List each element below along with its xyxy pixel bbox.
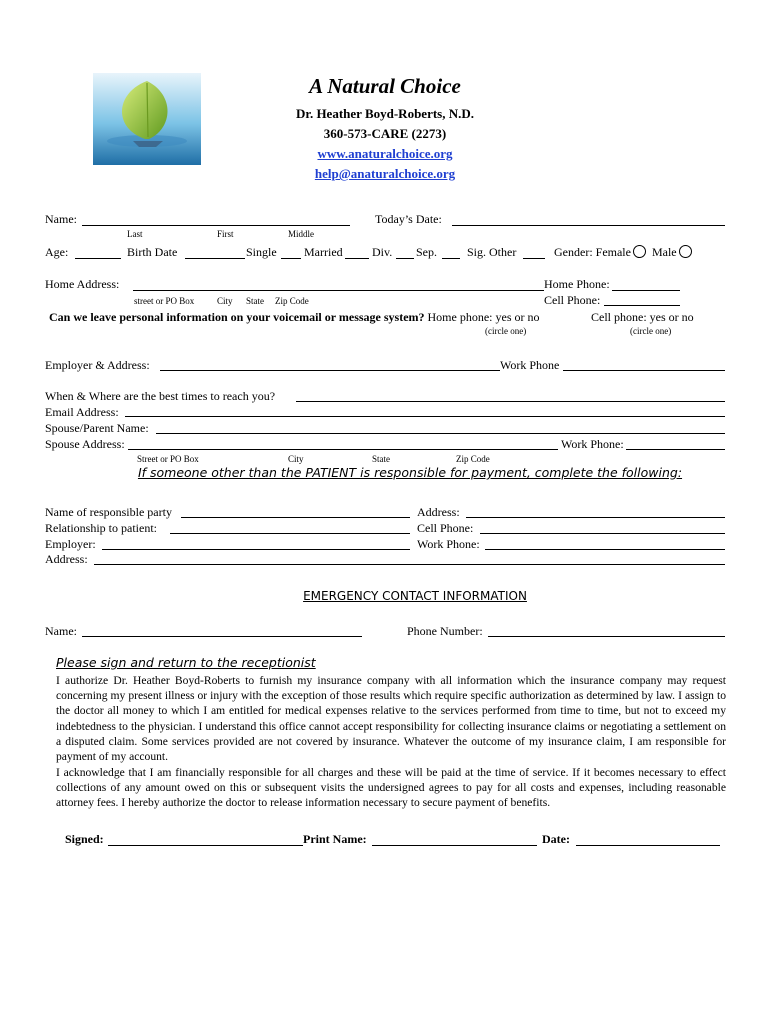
home-phone-yes-no[interactable]: Home phone: yes or no	[427, 310, 540, 324]
best-times-label: When & Where are the best times to reach you?	[45, 389, 276, 403]
circle-one-caption: (circle one)	[630, 326, 672, 336]
responsible-employer-field[interactable]	[102, 549, 410, 550]
cell-phone-field[interactable]	[604, 305, 680, 306]
home-address-label: Home Address:	[45, 277, 120, 291]
state-caption: State	[372, 454, 390, 464]
birth-date-field[interactable]	[185, 258, 245, 259]
spouse-address-field[interactable]	[128, 449, 558, 450]
responsible-work-phone-label: Work Phone:	[417, 537, 480, 551]
print-name-label: Print Name:	[303, 832, 367, 846]
spouse-work-phone-label: Work Phone:	[561, 437, 624, 451]
authorization-paragraph: I authorize Dr. Heather Boyd-Roberts to furnish my insurance company with all information which the insurance company may request concerning my present illness or injury with the exception of those results which require specific authorization as determined by law. I assign to the doctor all money to which I am entitled for medical expenses relative to the services performed from time to time, but not to exceed my indebtedness to the physician. I understand this office cannot accept responsibility for collecting insurance claims or negotiating a settlement on a disputed claim. Some services provided are not covered by insurance. Whatever the outcome of my insurance claim, I am responsible for payment of my account.	[56, 674, 726, 764]
emergency-name-field[interactable]	[82, 636, 362, 637]
home-phone-field[interactable]	[612, 290, 680, 291]
emergency-phone-field[interactable]	[488, 636, 725, 637]
street-caption: street or PO Box	[134, 296, 195, 306]
emergency-name-label: Name:	[45, 624, 77, 638]
name-label: Name:	[45, 212, 77, 226]
single-option[interactable]: Single	[246, 245, 277, 259]
practice-phone: 360-573-CARE (2273)	[323, 126, 447, 141]
responsible-address-label: Address:	[417, 505, 460, 519]
married-field[interactable]	[345, 258, 369, 259]
single-field[interactable]	[281, 258, 301, 259]
sep-field[interactable]	[442, 258, 460, 259]
spouse-address-label: Spouse Address:	[45, 437, 125, 451]
work-phone-field[interactable]	[563, 370, 725, 371]
authorization-heading: Please sign and return to the receptionist	[56, 655, 316, 670]
responsible-name-field[interactable]	[181, 517, 410, 518]
relationship-field[interactable]	[170, 533, 410, 534]
responsible-cell-field[interactable]	[480, 533, 725, 534]
age-label: Age:	[45, 245, 69, 259]
responsible-party-heading: If someone other than the PATIENT is responsible for payment, complete the following:	[137, 465, 683, 480]
div-field[interactable]	[396, 258, 414, 259]
emergency-heading: EMERGENCY CONTACT INFORMATION	[303, 589, 527, 603]
sig-other-field[interactable]	[523, 258, 545, 259]
responsible-name-label: Name of responsible party	[45, 505, 172, 519]
logo-icon	[93, 73, 201, 165]
best-times-field[interactable]	[296, 401, 725, 402]
email-link[interactable]: help@anaturalchoice.org	[314, 166, 456, 181]
responsible-employer-label: Employer:	[45, 537, 96, 551]
birth-date-label: Birth Date	[127, 245, 178, 259]
city-caption: City	[217, 296, 233, 306]
email-label: Email Address:	[45, 405, 119, 419]
cell-phone-label: Cell Phone:	[544, 293, 601, 307]
employer-label: Employer & Address:	[45, 358, 150, 372]
street-caption: Street or PO Box	[137, 454, 199, 464]
female-radio[interactable]	[633, 245, 646, 258]
work-phone-label: Work Phone	[500, 358, 560, 372]
home-phone-label: Home Phone:	[544, 277, 610, 291]
state-caption: State	[246, 296, 264, 306]
male-radio[interactable]	[679, 245, 692, 258]
spouse-name-field[interactable]	[156, 433, 725, 434]
signed-label: Signed:	[65, 832, 104, 846]
todays-date-field[interactable]	[452, 225, 725, 226]
signature-field[interactable]	[108, 845, 303, 846]
employer-field[interactable]	[160, 370, 500, 371]
todays-date-label: Today’s Date:	[375, 212, 442, 226]
responsible-work-phone-field[interactable]	[485, 549, 725, 550]
spouse-name-label: Spouse/Parent Name:	[45, 421, 149, 435]
married-option[interactable]: Married	[304, 245, 343, 259]
first-caption: First	[217, 229, 234, 239]
zip-caption: Zip Code	[456, 454, 490, 464]
age-field[interactable]	[75, 258, 121, 259]
acknowledgement-paragraph: I acknowledge that I am financially responsible for all charges and these will be paid at the time of service. If it becomes necessary to effect collections of any amount owed on this or subsequent visits the undersigned agrees to pay for all costs and expenses, including reasonable attorney fees. I hereby authorize the doctor to release information necessary to secure payment of benefits.	[56, 766, 726, 810]
employer-address-field[interactable]	[94, 564, 725, 565]
date-label: Date:	[542, 832, 570, 846]
print-name-field[interactable]	[372, 845, 537, 846]
date-field[interactable]	[576, 845, 720, 846]
relationship-label: Relationship to patient:	[45, 521, 157, 535]
middle-caption: Middle	[288, 229, 314, 239]
last-caption: Last	[127, 229, 143, 239]
gender-male-label: Male	[651, 245, 677, 259]
responsible-cell-label: Cell Phone:	[417, 521, 474, 535]
email-field[interactable]	[125, 416, 725, 417]
city-caption: City	[288, 454, 304, 464]
website-link[interactable]: www.anaturalchoice.org	[317, 146, 453, 161]
practice-name: A Natural Choice	[309, 74, 461, 98]
sig-other-option[interactable]: Sig. Other	[467, 245, 517, 259]
doctor-name: Dr. Heather Boyd-Roberts, N.D.	[295, 106, 474, 121]
sep-option[interactable]: Sep.	[416, 245, 437, 259]
div-option[interactable]: Div.	[372, 245, 393, 259]
spouse-work-phone-field[interactable]	[626, 449, 725, 450]
voicemail-question: Can we leave personal information on your voicemail or message system?	[49, 310, 425, 324]
cell-phone-yes-no[interactable]: Cell phone: yes or no	[591, 310, 694, 324]
name-field[interactable]	[82, 225, 350, 226]
gender-female-label: Gender: Female	[554, 245, 631, 259]
circle-one-caption: (circle one)	[485, 326, 527, 336]
emergency-phone-label: Phone Number:	[407, 624, 483, 638]
responsible-address-field[interactable]	[466, 517, 725, 518]
home-address-field[interactable]	[133, 290, 544, 291]
employer-address-label: Address:	[45, 552, 88, 566]
zip-caption: Zip Code	[275, 296, 309, 306]
